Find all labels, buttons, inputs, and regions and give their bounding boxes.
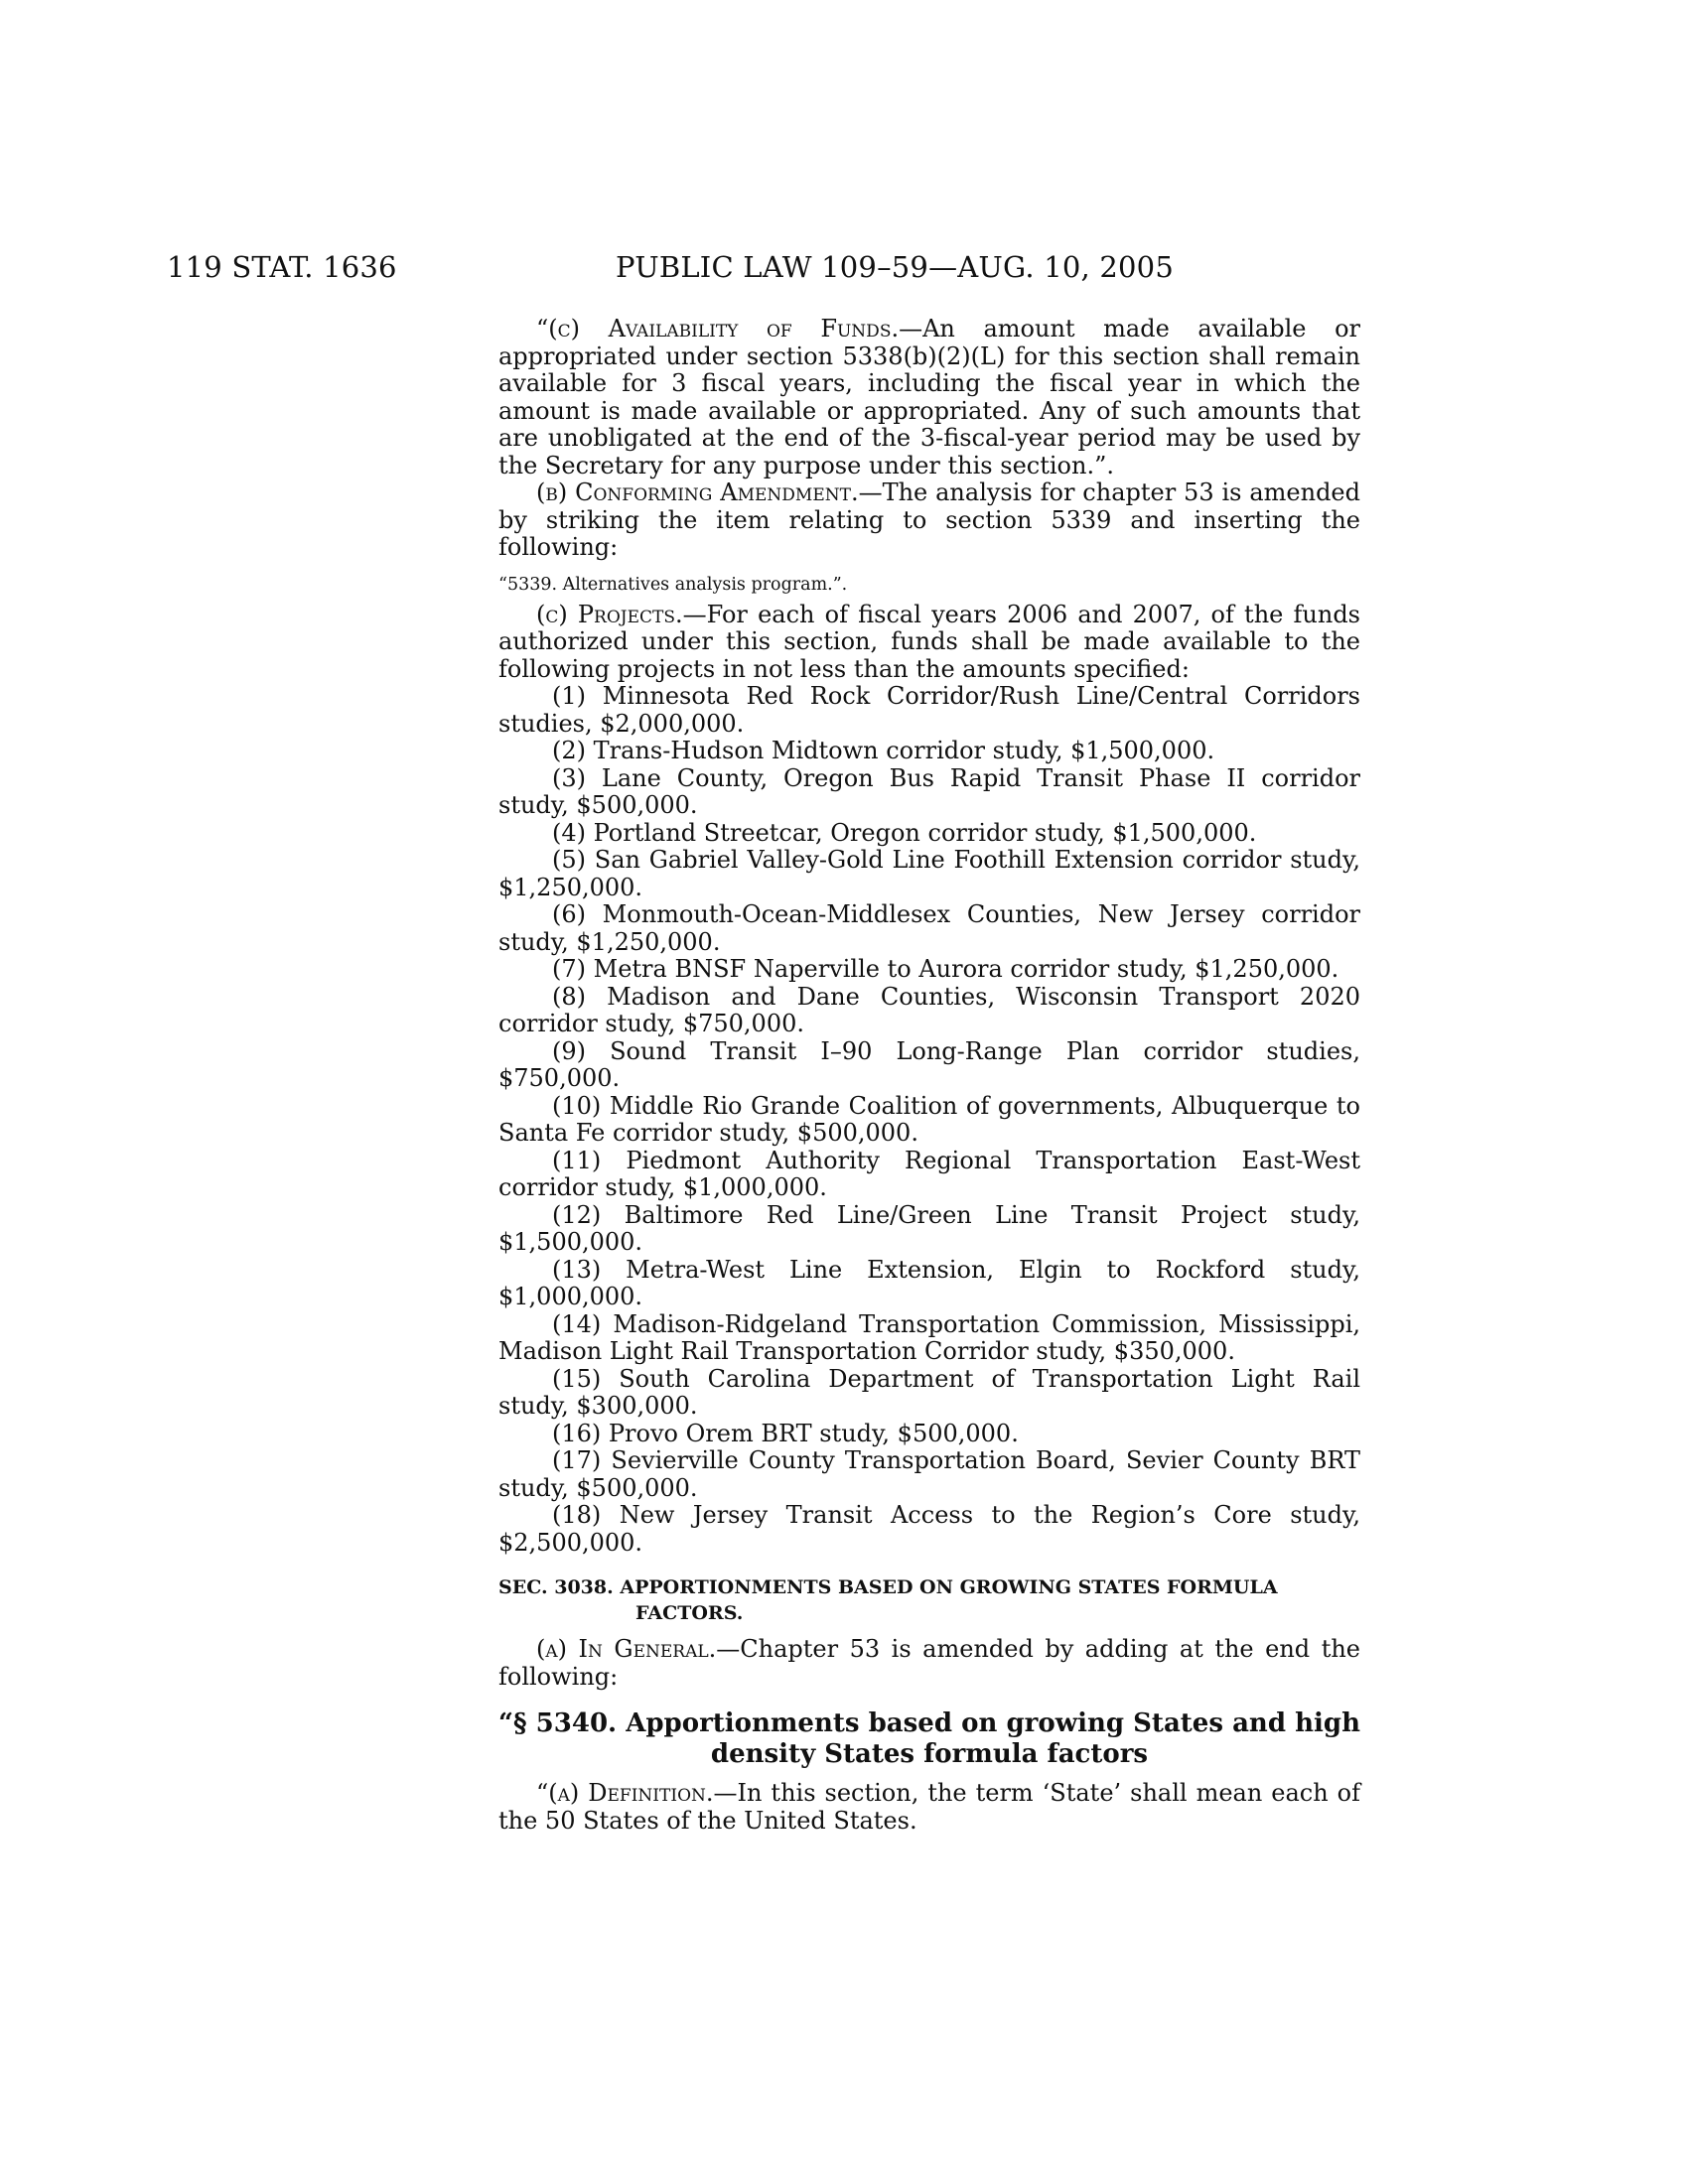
project-item: (14) Madison-Ridgeland Transportation Commission, Mississippi, Madison Light Rail Transportation Corridor study, $350,000. — [498, 1309, 1360, 1365]
projects-label: (c) Projects. — [536, 600, 683, 628]
conforming-text: —The analysis for chapter 53 is amended by striking the item relating to section 5339 and inserting the following: — [498, 478, 1360, 561]
subsection-heading-line2: density States formula factors — [710, 1739, 1149, 1769]
subsection-heading-line1: “§ 5340. Apportionments based on growing States and high — [498, 1708, 1360, 1738]
project-item: (7) Metra BNSF Naperville to Aurora corridor study, $1,250,000. — [552, 955, 1339, 983]
definition-label: “(a) Definition. — [536, 1779, 714, 1807]
project-item: (18) New Jersey Transit Access to the Region’s Core study, $2,500,000. — [498, 1501, 1360, 1557]
project-item: (10) Middle Rio Grande Coalition of governments, Albuquerque to Santa Fe corridor study, $500,000. — [498, 1091, 1360, 1147]
project-item: (15) South Carolina Department of Transportation Light Rail study, $300,000. — [498, 1364, 1360, 1420]
conforming-paragraph — [498, 479, 1360, 562]
availability-label: “(c) Availability of Funds. — [536, 315, 900, 342]
project-item: (9) Sound Transit I–90 Long-Range Plan corridor studies, $750,000. — [498, 1036, 1360, 1092]
project-item: (1) Minnesota Red Rock Corridor/Rush Line/Central Corridors studies, $2,000,000. — [498, 682, 1360, 738]
subsection-heading — [498, 1708, 1360, 1770]
project-item: (12) Baltimore Red Line/Green Line Transit Project study, $1,500,000. — [498, 1200, 1360, 1256]
availability-paragraph — [498, 316, 1360, 479]
definition-text: —In this section, the term ‘State’ shall mean each of the 50 States of the United States. — [498, 1779, 1361, 1835]
document-body — [498, 316, 1360, 1835]
in-general-text: —Chapter 53 is amended by adding at the end the following: — [498, 1635, 1360, 1691]
analysis-item: “5339. Alternatives analysis program.”. — [498, 574, 848, 595]
definition-paragraph — [498, 1780, 1360, 1835]
project-item: (3) Lane County, Oregon Bus Rapid Transit Phase II corridor study, $500,000. — [498, 763, 1360, 819]
projects-intro-paragraph — [498, 602, 1360, 684]
project-item: (6) Monmouth-Ocean-Middlesex Counties, New Jersey corridor study, $1,250,000. — [498, 900, 1360, 956]
project-item: (4) Portland Streetcar, Oregon corridor study, $1,500,000. — [552, 818, 1257, 847]
section-heading-line2: FACTORS. — [635, 1602, 744, 1624]
project-item: (8) Madison and Dane Counties, Wisconsin Transport 2020 corridor study, $750,000. — [498, 982, 1360, 1037]
availability-text: —An amount made available or appropriated under section 5338(b)(2)(L) for this section shall remain available for 3 fiscal years, including the fiscal year in which the amount is made available or appropriated. Any of such amounts that are unobligated at the end of the 3-fiscal-year period may be used by the Secretary for any purpose under this section.”. — [498, 315, 1360, 479]
project-item: (17) Sevierville County Transportation Board, Sevier County BRT study, $500,000. — [498, 1446, 1360, 1502]
projects-list — [498, 683, 1360, 1557]
project-item: (16) Provo Orem BRT study, $500,000. — [552, 1419, 1019, 1447]
in-general-label: (a) In General. — [536, 1635, 717, 1663]
project-item: (11) Piedmont Authority Regional Transportation East-West corridor study, $1,000,000. — [498, 1146, 1360, 1201]
law-title: PUBLIC LAW 109–59—AUG. 10, 2005 — [616, 250, 1174, 284]
conforming-label: (b) Conforming Amendment. — [536, 478, 859, 506]
projects-intro-text: —For each of fiscal years 2006 and 2007, of the funds authorized under this section, funds shall be made available to the following projects in not less than the amounts specified: — [498, 600, 1360, 683]
project-item: (2) Trans-Hudson Midtown corridor study, $1,500,000. — [552, 737, 1215, 764]
section-heading — [498, 1574, 1360, 1626]
in-general-paragraph — [498, 1636, 1360, 1691]
project-item: (13) Metra-West Line Extension, Elgin to Rockford study, $1,000,000. — [498, 1255, 1360, 1310]
project-item: (5) San Gabriel Valley-Gold Line Foothill Extension corridor study, $1,250,000. — [498, 846, 1360, 901]
stat-page-number: 119 STAT. 1636 — [167, 250, 397, 284]
section-heading-line1: SEC. 3038. APPORTIONMENTS BASED ON GROWING STATES FORMULA — [498, 1576, 1278, 1598]
